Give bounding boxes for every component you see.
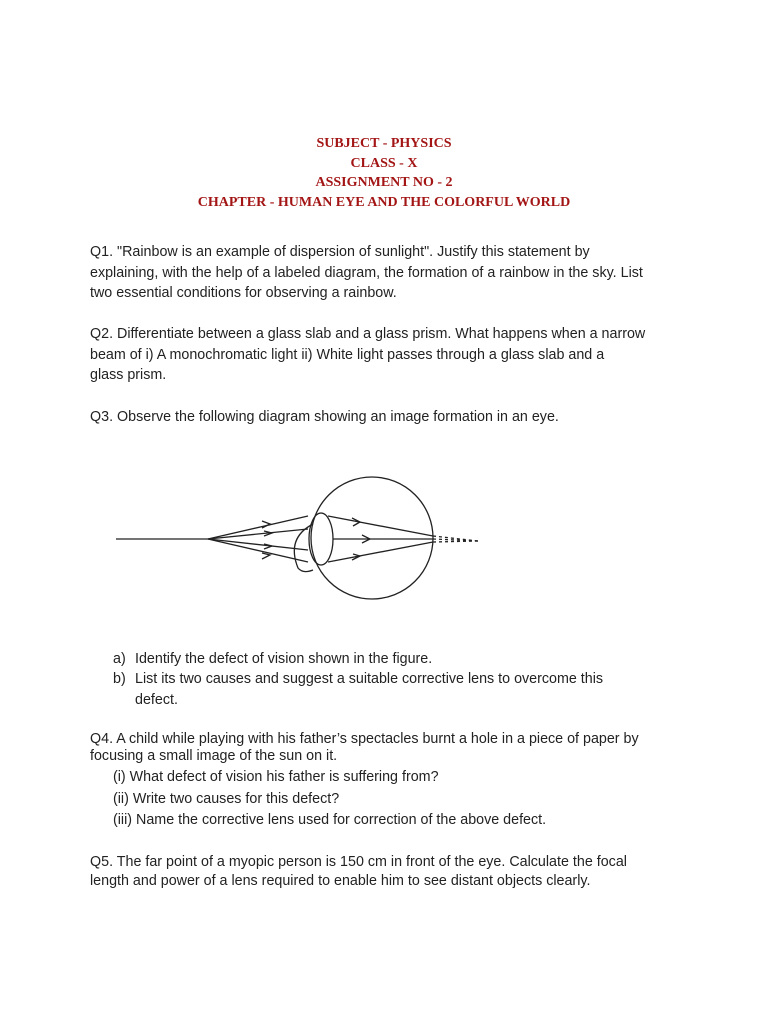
eyeball-circle xyxy=(311,477,433,599)
q3-item-b xyxy=(135,669,695,710)
question-4 xyxy=(90,731,690,765)
question-2 xyxy=(90,324,690,386)
document-header xyxy=(0,134,768,212)
inner-ray-upper xyxy=(328,516,433,536)
q4-item-i: (i) What defect of vision his father is suffering from? xyxy=(113,769,439,785)
ray-mid-lower xyxy=(208,539,308,550)
class-title: CLASS - X xyxy=(350,155,418,171)
arrow-head-1 xyxy=(262,521,270,528)
ray-lower xyxy=(208,539,308,562)
q2-line-3: glass prism. xyxy=(90,367,167,383)
ray-mid-upper xyxy=(208,529,308,539)
q3-item-b-line-2: defect. xyxy=(135,691,178,708)
q4-line-1: Q4. A child while playing with his father’s spectacles burnt a hole in a piece of paper by xyxy=(90,731,639,747)
q5-line-2: length and power of a lens required to enable him to see distant objects clearly. xyxy=(90,873,591,889)
q3-item-b-line-1: List its two causes and suggest a suitable corrective lens to overcome this xyxy=(135,671,604,687)
q1-line-2: explaining, with the help of a labeled diagram, the formation of a rainbow in the sky. List xyxy=(90,264,643,281)
q1-line-1: Q1. "Rainbow is an example of dispersion of sunlight". Justify this statement by xyxy=(90,244,590,260)
question-1 xyxy=(90,242,690,304)
q1-line-3: two essential conditions for observing a rainbow. xyxy=(90,285,397,301)
assignment-title: ASSIGNMENT NO - 2 xyxy=(315,175,453,190)
q2-line-1: Q2. Differentiate between a glass slab and a glass prism. What happens when a narrow xyxy=(90,326,646,342)
arrow-head-3 xyxy=(264,544,272,549)
question-5 xyxy=(90,853,690,891)
arrow-head-5 xyxy=(352,518,360,526)
q4-line-2: focusing a small image of the sun on it. xyxy=(90,748,338,764)
eye-lens xyxy=(309,513,333,565)
q4-item-iii: (iii) Name the corrective lens used for correction of the above defect. xyxy=(113,812,547,828)
q3-item-a: Identify the defect of vision shown in the figure. xyxy=(135,651,433,667)
arrow-head-4 xyxy=(262,553,270,559)
eye-diagram xyxy=(110,466,490,626)
ray-upper xyxy=(208,516,308,539)
q4-item-ii: (ii) Write two causes for this defect? xyxy=(113,791,340,807)
inner-ray-lower xyxy=(328,542,433,562)
question-3: Q3. Observe the following diagram showing an image formation in an eye. xyxy=(90,409,559,425)
q3-marker-a: a) xyxy=(113,651,126,667)
q3-marker-b: b) xyxy=(113,671,126,687)
q5-line-1: Q5. The far point of a myopic person is 150 cm in front of the eye. Calculate the focal xyxy=(90,854,627,870)
subject-title: SUBJECT - PHYSICS xyxy=(316,136,452,151)
chapter-title: CHAPTER - HUMAN EYE AND THE COLORFUL WORLD xyxy=(197,194,571,210)
q2-line-2: beam of i) A monochromatic light ii) White light passes through a glass slab and a xyxy=(90,346,605,363)
